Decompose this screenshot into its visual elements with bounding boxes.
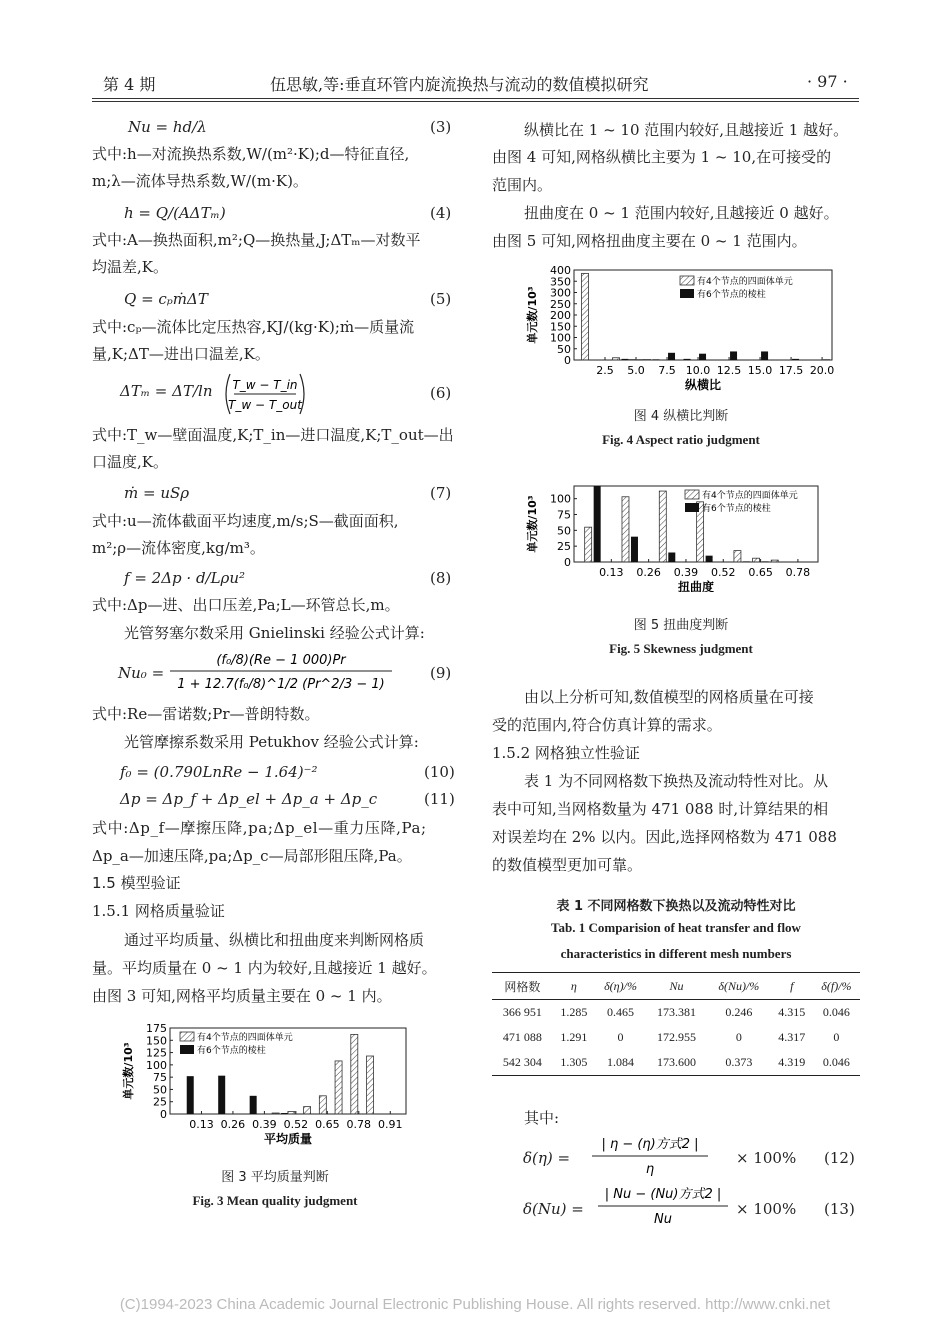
y-axis-label: 单元数/10³ xyxy=(122,1042,135,1100)
eq5-desc-2: 量,K;ΔT—进出口温差,K。 xyxy=(92,345,270,363)
cell: 0.046 xyxy=(813,1050,860,1076)
y-tick-label: 0 xyxy=(564,556,571,569)
x-tick-label: 0.65 xyxy=(315,1118,340,1131)
x-axis-label: 纵横比 xyxy=(684,378,722,392)
x-tick-label: 7.5 xyxy=(658,364,676,377)
eq11-desc-2: Δp_a—加速压降,pa;Δp_c—局部形阻压降,Pa。 xyxy=(92,847,412,865)
y-tick-label: 0 xyxy=(160,1108,167,1121)
table-row xyxy=(492,1000,860,1026)
y-tick-label: 50 xyxy=(153,1083,167,1097)
fig5-chart xyxy=(522,482,842,592)
col-nu: Nu xyxy=(646,973,707,1000)
bar-prism xyxy=(594,486,601,562)
eq7-desc-1: 式中:u—流体截面平均速度,m/s;S—截面面积, xyxy=(92,512,399,530)
bar-prism xyxy=(706,556,713,562)
para3-line1: 扭曲度在 0 ~ 1 范围内较好,且越接近 0 越好。 xyxy=(524,204,839,222)
y-tick-label: 150 xyxy=(550,320,571,334)
legend-label-prism: 有6个节点的棱柱 xyxy=(197,1046,266,1056)
bar-prism xyxy=(281,1113,288,1114)
eq6-fraction xyxy=(225,372,305,416)
y-axis-label: 单元数/10³ xyxy=(526,495,539,553)
bar-prism xyxy=(668,553,675,563)
issue-number: 第 4 期 xyxy=(103,75,156,94)
para2-line2: 由图 4 可知,网格纵横比主要为 1 ~ 10,在可接受的 xyxy=(492,148,832,166)
para2-line3: 范围内。 xyxy=(492,176,553,194)
cell: 1.291 xyxy=(560,1030,588,1044)
para1-line1: 通过平均质量、纵横比和扭曲度来判断网格质 xyxy=(124,931,425,949)
fig4-caption-en: Fig. 4 Aspect ratio judgment xyxy=(602,432,760,447)
legend-swatch-prism xyxy=(180,1045,194,1054)
col-mesh: 网格数 xyxy=(492,973,553,1000)
legend-swatch-tetrahedron xyxy=(180,1032,194,1041)
eq5: Q = cₚṁΔT xyxy=(124,290,208,308)
table-row xyxy=(492,1050,860,1076)
x-tick-label: 0.26 xyxy=(220,1118,246,1131)
cell: 0.246 xyxy=(725,1005,753,1019)
para5-line3: 对误差均在 2% 以内。因此,选择网格数为 471 088 xyxy=(492,828,837,846)
x-tick-label: 0.91 xyxy=(378,1118,403,1131)
para4-line1: 由以上分析可知,数值模型的网格质量在可接 xyxy=(524,688,814,706)
fig3-caption-en: Fig. 3 Mean quality judgment xyxy=(192,1193,358,1208)
x-tick-label: 0.13 xyxy=(189,1118,214,1131)
qizhong-label: 其中: xyxy=(524,1109,560,1127)
bar-prism xyxy=(637,359,644,360)
bar-tetrahedron xyxy=(288,1112,295,1114)
running-title: 伍思敏,等:垂直环管内旋流换热与流动的数值模拟研究 xyxy=(270,75,649,94)
section-1-5-heading: 1.5 模型验证 xyxy=(92,874,181,892)
eq7-desc-2: m²;ρ—流体密度,kg/m³。 xyxy=(92,539,265,557)
cell: 172.955 xyxy=(657,1030,697,1044)
x-tick-label: 2.5 xyxy=(596,364,614,377)
eq6-denominator: T_w − T_out xyxy=(228,398,302,412)
para5-line4: 的数值模型更加可靠。 xyxy=(492,856,643,874)
eq7: ṁ = uSρ xyxy=(124,484,190,502)
eq6-desc-2: 口温度,K。 xyxy=(92,453,168,471)
eq12-denominator: η xyxy=(645,1162,655,1177)
bar-tetrahedron xyxy=(622,497,629,562)
cell: 173.600 xyxy=(646,1050,707,1076)
x-tick-label: 0.39 xyxy=(252,1118,277,1131)
y-tick-label: 250 xyxy=(550,297,571,311)
bar-prism xyxy=(631,537,638,562)
col-eta: η xyxy=(553,973,595,1000)
bar-prism xyxy=(684,359,691,360)
eq12-numerator: | η − (η)方式2 | xyxy=(601,1137,699,1152)
eq9-numerator: (f₀/8)(Re − 1 000)Pr xyxy=(216,653,346,668)
eq11-number: (11) xyxy=(424,790,455,808)
copyright-footer: (C)1994-2023 China Academic Journal Electronic Publishing House. All rights reserved. http://www.cnki.net xyxy=(119,1296,831,1313)
cell: 1.305 xyxy=(553,1050,595,1076)
eq6-desc-1: 式中:T_w—壁面温度,K;T_in—进口温度,K;T_out—出 xyxy=(92,426,454,444)
eq12-fraction xyxy=(588,1130,712,1180)
bar-prism xyxy=(730,351,737,360)
para5-line2: 表中可知,当网格数量为 471 088 时,计算结果的相 xyxy=(492,800,829,818)
bar-tetrahedron xyxy=(582,273,589,360)
section-1-5-1-heading: 1.5.1 网格质量验证 xyxy=(92,902,225,920)
cell: 471 088 xyxy=(502,1030,542,1044)
bar-prism xyxy=(250,1096,257,1114)
y-tick-label: 100 xyxy=(550,331,571,345)
y-tick-label: 50 xyxy=(557,524,571,538)
bar-tetrahedron xyxy=(319,1096,326,1114)
eq5-desc-1: 式中:cₚ—流体比定压热容,KJ/(kg·K);ṁ—质量流 xyxy=(92,318,415,336)
x-tick-label: 0.78 xyxy=(346,1118,372,1131)
para1-line2: 量。平均质量在 0 ~ 1 内为较好,且越接近 1 越好。 xyxy=(92,959,437,977)
eq5-number: (5) xyxy=(430,290,452,308)
legend-label-tetrahedron: 有4个节点的四面体单元 xyxy=(702,491,798,501)
eq4-desc-2: 均温差,K。 xyxy=(92,258,168,276)
bar-prism xyxy=(668,353,675,360)
section-1-5-2-heading: 1.5.2 网格独立性验证 xyxy=(492,744,640,762)
col-f: f xyxy=(771,973,813,1000)
table1-caption-en-2: characteristics in different mesh numbers xyxy=(560,946,792,961)
bar-tetrahedron xyxy=(771,560,778,562)
eq9-number: (9) xyxy=(430,664,452,682)
x-tick-label: 0.52 xyxy=(711,566,736,579)
fig4-chart xyxy=(522,262,842,392)
eq10: f₀ = (0.790LnRe − 1.64)⁻² xyxy=(120,763,318,781)
cell: 4.319 xyxy=(771,1050,813,1076)
legend-label-prism: 有6个节点的棱柱 xyxy=(702,504,771,514)
eq13-number: (13) xyxy=(824,1200,855,1218)
y-tick-label: 350 xyxy=(550,275,571,289)
legend-swatch-prism xyxy=(685,503,699,512)
y-tick-label: 300 xyxy=(550,286,571,300)
petukhov-intro: 光管摩擦系数采用 Petukhov 经验公式计算: xyxy=(124,733,419,751)
para3-line2: 由图 5 可知,网格扭曲度主要在 0 ~ 1 范围内。 xyxy=(492,232,807,250)
bar-prism xyxy=(761,351,768,360)
x-axis-label: 扭曲度 xyxy=(677,580,715,592)
bar-tetrahedron xyxy=(585,527,592,562)
y-tick-label: 75 xyxy=(153,1071,167,1085)
x-tick-label: 0.52 xyxy=(283,1118,309,1131)
bar-tetrahedron xyxy=(335,1061,342,1114)
bar-tetrahedron xyxy=(753,558,760,562)
eq4: h = Q/(AΔTₘ) xyxy=(124,204,226,222)
eq6-numerator: T_w − T_in xyxy=(232,378,298,392)
cell: 4.317 xyxy=(778,1030,806,1044)
y-axis-label: 单元数/10³ xyxy=(526,286,539,344)
eq13-denominator: Nu xyxy=(654,1212,672,1227)
bar-prism xyxy=(743,561,750,562)
eq13-numerator: | Nu − (Nu)方式2 | xyxy=(604,1187,722,1202)
y-tick-label: 200 xyxy=(550,309,571,322)
eq4-desc-1: 式中:A—换热面积,m²;Q—换热量,J;ΔTₘ—对数平 xyxy=(92,231,421,249)
x-tick-label: 12.5 xyxy=(716,364,742,377)
eq10-number: (10) xyxy=(424,763,455,781)
col-delta-f: δ(f)/% xyxy=(813,973,860,1000)
x-tick-label: 0.26 xyxy=(636,566,661,579)
eq6-lhs: ΔTₘ = ΔT/ln xyxy=(120,382,213,400)
eq8-number: (8) xyxy=(430,569,452,587)
eq9-fraction xyxy=(168,648,394,694)
col-delta-nu: δ(Nu)/% xyxy=(707,973,771,1000)
eq9-denominator: 1 + 12.7(f₀/8)^1/2 (Pr^2/3 − 1) xyxy=(177,677,385,692)
x-tick-label: 0.65 xyxy=(748,566,773,579)
legend-swatch-tetrahedron xyxy=(685,490,699,499)
bar-prism xyxy=(653,359,660,360)
table1 xyxy=(492,972,860,1076)
fig3-chart xyxy=(118,1022,418,1152)
x-tick-label: 5.0 xyxy=(627,364,645,377)
eq3-desc-2: m;λ—流体导热系数,W/(m·K)。 xyxy=(92,172,308,190)
gnielinski-intro: 光管努塞尔数采用 Gnielinski 经验公式计算: xyxy=(124,624,425,642)
x-tick-label: 10.0 xyxy=(685,364,711,377)
para5-line1: 表 1 为不同网格数下换热及流动特性对比。从 xyxy=(524,772,829,790)
legend-swatch-prism xyxy=(680,289,694,298)
cell: 0.465 xyxy=(607,1005,635,1019)
eq11: Δp = Δp_f + Δp_el + Δp_a + Δp_c xyxy=(120,790,378,808)
bar-prism xyxy=(792,359,799,360)
bar-prism xyxy=(187,1076,194,1114)
eq12-number: (12) xyxy=(824,1149,855,1167)
bar-tetrahedron xyxy=(613,358,620,360)
bar-tetrahedron xyxy=(272,1113,279,1114)
y-tick-label: 150 xyxy=(146,1034,167,1048)
table-header-row xyxy=(492,973,860,1000)
eq3-desc-1: 式中:h—对流换热系数,W/(m²·K);d—特征直径, xyxy=(92,145,410,163)
eq12-lhs: δ(η) = xyxy=(523,1149,571,1167)
eq3: Nu = hd/λ xyxy=(128,118,207,136)
eq4-number: (4) xyxy=(430,204,452,222)
eq9-desc: 式中:Re—雷诺数;Pr—普朗特数。 xyxy=(92,705,320,723)
legend-swatch-tetrahedron xyxy=(680,276,694,285)
bar-prism xyxy=(622,359,629,360)
table1-caption-cn: 表 1 不同网格数下换热以及流动特性对比 xyxy=(556,899,796,914)
cell: 0 xyxy=(735,1030,742,1044)
bar-prism xyxy=(762,561,769,562)
y-tick-label: 0 xyxy=(564,354,571,367)
page-number: · 97 · xyxy=(807,72,848,91)
bar-tetrahedron xyxy=(304,1107,311,1114)
eq12-tail: × 100% xyxy=(736,1149,797,1167)
x-tick-label: 0.39 xyxy=(673,566,699,579)
cell: 0 xyxy=(833,1030,840,1044)
x-tick-label: 20.0 xyxy=(809,364,835,377)
para1-line3: 由图 3 可知,网格平均质量主要在 0 ~ 1 内。 xyxy=(92,987,392,1005)
eq11-desc-1: 式中:Δp_f—摩擦压降,pa;Δp_el—重力压降,Pa; xyxy=(92,819,427,837)
eq13-fraction xyxy=(594,1180,732,1230)
eq6-number: (6) xyxy=(430,384,452,402)
cell: 542 304 xyxy=(492,1050,553,1076)
cell: 1.084 xyxy=(595,1050,646,1076)
table1-caption-en-1: Tab. 1 Comparision of heat transfer and flow xyxy=(551,920,801,935)
legend-label-tetrahedron: 有4个节点的四面体单元 xyxy=(697,277,793,287)
x-tick-label: 15.0 xyxy=(747,364,773,377)
eq9-lhs: Nu₀ = xyxy=(118,664,165,682)
y-tick-label: 175 xyxy=(146,1022,167,1035)
y-tick-label: 25 xyxy=(557,540,571,554)
eq3-number: (3) xyxy=(430,118,452,136)
cell: 173.381 xyxy=(657,1005,697,1019)
cell: 0.046 xyxy=(822,1005,850,1019)
y-tick-label: 400 xyxy=(550,264,571,277)
bar-tetrahedron xyxy=(659,491,666,562)
eq8: f = 2Δp · d/Lρu² xyxy=(124,569,246,587)
bar-tetrahedron xyxy=(734,551,741,562)
y-tick-label: 100 xyxy=(550,492,571,506)
para2-line1: 纵横比在 1 ~ 10 范围内较好,且越接近 1 越好。 xyxy=(524,121,849,139)
fig5-caption-en: Fig. 5 Skewness judgment xyxy=(609,641,753,656)
cell: 0 xyxy=(617,1030,624,1044)
y-tick-label: 25 xyxy=(153,1095,167,1109)
cell: 4.315 xyxy=(778,1005,806,1019)
table-row xyxy=(492,1025,860,1050)
legend-label-prism: 有6个节点的棱柱 xyxy=(697,290,766,300)
cell: 1.285 xyxy=(560,1005,588,1019)
x-tick-label: 0.13 xyxy=(599,566,624,579)
y-tick-label: 75 xyxy=(557,508,571,522)
y-tick-label: 125 xyxy=(146,1046,167,1060)
y-tick-label: 100 xyxy=(146,1058,167,1072)
legend-label-tetrahedron: 有4个节点的四面体单元 xyxy=(197,1033,293,1043)
eq13-tail: × 100% xyxy=(736,1200,797,1218)
cell: 366 951 xyxy=(502,1005,542,1019)
header-rule xyxy=(92,98,859,99)
header-rule-2 xyxy=(92,101,859,102)
x-tick-label: 17.5 xyxy=(778,364,804,377)
cell: 0.373 xyxy=(707,1050,771,1076)
x-tick-label: 0.78 xyxy=(785,566,811,579)
bar-prism xyxy=(218,1076,225,1114)
bar-prism xyxy=(823,359,830,360)
eq8-desc: 式中:Δp—进、出口压差,Pa;L—环管总长,m。 xyxy=(92,596,400,614)
para4-line2: 受的范围内,符合仿真计算的需求。 xyxy=(492,716,722,734)
col-delta-eta: δ(η)/% xyxy=(595,973,646,1000)
bar-tetrahedron xyxy=(367,1056,374,1114)
fig4-caption-cn: 图 4 纵横比判断 xyxy=(633,409,729,424)
fig5-caption-cn: 图 5 扭曲度判断 xyxy=(633,618,729,633)
bar-prism xyxy=(699,354,706,360)
x-axis-label: 平均质量 xyxy=(263,1132,313,1146)
eq13-lhs: δ(Nu) = xyxy=(523,1200,584,1218)
fig3-caption-cn: 图 3 平均质量判断 xyxy=(221,1170,329,1185)
bar-tetrahedron xyxy=(351,1034,358,1114)
y-tick-label: 50 xyxy=(557,342,571,356)
eq7-number: (7) xyxy=(430,484,452,502)
